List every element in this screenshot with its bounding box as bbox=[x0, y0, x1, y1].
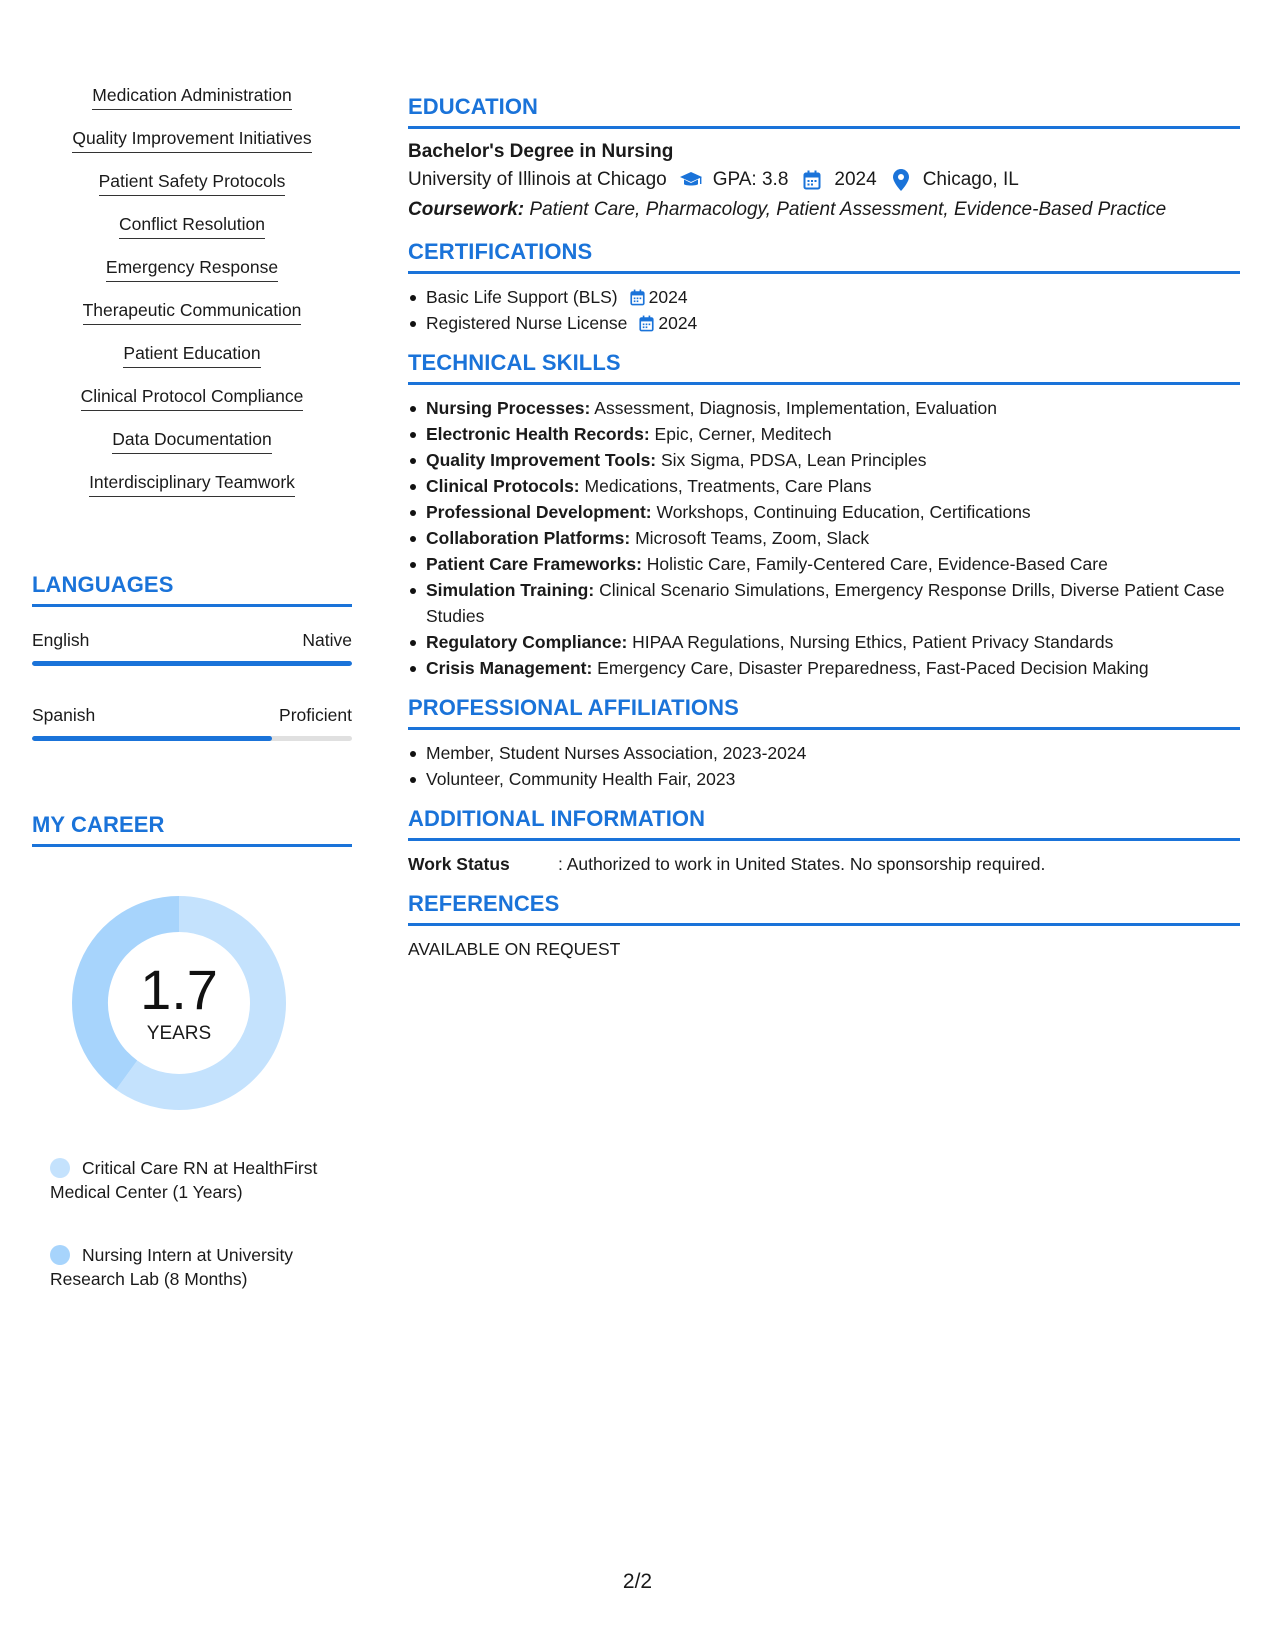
skill-item: Data Documentation bbox=[112, 428, 272, 454]
language-level: Native bbox=[302, 630, 352, 650]
tech-skill-item bbox=[408, 499, 1240, 525]
degree-title: Bachelor's Degree in Nursing bbox=[408, 141, 674, 162]
technical-skills-section bbox=[408, 350, 1240, 681]
tech-skill-item bbox=[408, 525, 1240, 551]
legend-label: Nursing Intern at University Research Lab (8 Months) bbox=[50, 1245, 294, 1289]
career-legend-item bbox=[50, 1243, 320, 1291]
certification-name: Registered Nurse License bbox=[426, 313, 628, 333]
tech-skill-value: Medications, Treatments, Care Plans bbox=[584, 476, 872, 496]
languages-heading: LANGUAGES bbox=[32, 572, 352, 607]
skill-item: Patient Safety Protocols bbox=[99, 170, 286, 196]
tech-skill-item bbox=[408, 447, 1240, 473]
language-name: Spanish bbox=[32, 705, 96, 725]
tech-skill-label: Regulatory Compliance: bbox=[426, 632, 628, 652]
affiliation-item: Volunteer, Community Health Fair, 2023 bbox=[408, 766, 1240, 792]
tech-skill-value: Six Sigma, PDSA, Lean Principles bbox=[661, 450, 927, 470]
tech-skill-value: Epic, Cerner, Meditech bbox=[654, 424, 832, 444]
technical-skills-heading: TECHNICAL SKILLS bbox=[408, 350, 1240, 385]
skill-item: Conflict Resolution bbox=[119, 213, 265, 239]
affiliations-heading: PROFESSIONAL AFFILIATIONS bbox=[408, 695, 1240, 730]
tech-skill-item bbox=[408, 577, 1240, 629]
tech-skill-item bbox=[408, 421, 1240, 447]
skill-item: Clinical Protocol Compliance bbox=[81, 385, 304, 411]
affiliations-section bbox=[408, 695, 1240, 792]
tech-skill-value: Emergency Care, Disaster Preparedness, Fast-Paced Decision Making bbox=[597, 658, 1149, 678]
skills-list bbox=[32, 84, 352, 497]
coursework-label: Coursework: bbox=[408, 199, 525, 220]
calendar-icon bbox=[800, 169, 824, 191]
career-donut-chart bbox=[66, 890, 292, 1116]
tech-skill-label: Clinical Protocols: bbox=[426, 476, 580, 496]
language-level: Proficient bbox=[279, 705, 352, 725]
tech-skill-value: Clinical Scenario Simulations, Emergency Response Drills, Diverse Patient Case Studies bbox=[426, 580, 1225, 626]
career-total-value: 1.7 bbox=[140, 958, 218, 1021]
tech-skill-label: Electronic Health Records: bbox=[426, 424, 650, 444]
tech-skill-label: Nursing Processes: bbox=[426, 398, 591, 418]
certification-year: 2024 bbox=[648, 287, 688, 307]
work-status-row bbox=[408, 851, 1240, 877]
language-proficiency-fill bbox=[32, 736, 272, 741]
tech-skill-label: Professional Development: bbox=[426, 502, 652, 522]
certification-item bbox=[408, 310, 1240, 336]
certification-item bbox=[408, 284, 1240, 310]
career-heading: MY CAREER bbox=[32, 812, 352, 847]
skill-item: Patient Education bbox=[123, 342, 260, 368]
gpa: GPA: 3.8 bbox=[712, 169, 789, 190]
tech-skill-value: Workshops, Continuing Education, Certifications bbox=[656, 502, 1031, 522]
tech-skill-label: Crisis Management: bbox=[426, 658, 593, 678]
skill-item: Therapeutic Communication bbox=[83, 299, 302, 325]
graduation-year: 2024 bbox=[834, 169, 877, 190]
additional-info-section bbox=[408, 806, 1240, 877]
career-total-unit: YEARS bbox=[146, 1023, 212, 1044]
calendar-icon bbox=[639, 315, 654, 332]
references-text: AVAILABLE ON REQUEST bbox=[408, 939, 621, 959]
work-status-label: Work Status bbox=[408, 854, 510, 874]
language-name: English bbox=[32, 630, 90, 650]
school-name: University of Illinois at Chicago bbox=[408, 169, 667, 190]
language-proficiency-bar bbox=[32, 736, 352, 741]
additional-info-heading: ADDITIONAL INFORMATION bbox=[408, 806, 1240, 841]
legend-dot bbox=[50, 1245, 70, 1265]
tech-skill-label: Patient Care Frameworks: bbox=[426, 554, 642, 574]
skill-item: Quality Improvement Initiatives bbox=[72, 127, 311, 153]
language-row bbox=[32, 704, 352, 741]
tech-skill-item bbox=[408, 395, 1240, 421]
references-section bbox=[408, 891, 1240, 962]
skill-item: Interdisciplinary Teamwork bbox=[89, 471, 295, 497]
language-proficiency-fill bbox=[32, 661, 352, 666]
skill-item: Emergency Response bbox=[106, 256, 278, 282]
education-section bbox=[408, 94, 1240, 225]
map-pin-icon bbox=[889, 169, 913, 191]
language-row bbox=[32, 629, 352, 666]
coursework-value: Patient Care, Pharmacology, Patient Assessment, Evidence-Based Practice bbox=[529, 199, 1167, 220]
tech-skill-value: HIPAA Regulations, Nursing Ethics, Patient Privacy Standards bbox=[632, 632, 1114, 652]
career-section bbox=[32, 812, 352, 847]
tech-skill-value: Holistic Care, Family-Centered Care, Evidence-Based Care bbox=[646, 554, 1108, 574]
language-proficiency-bar bbox=[32, 661, 352, 666]
certifications-section bbox=[408, 239, 1240, 336]
tech-skill-label: Collaboration Platforms: bbox=[426, 528, 631, 548]
graduation-cap-icon bbox=[679, 169, 703, 191]
calendar-icon bbox=[630, 289, 645, 306]
right-column bbox=[408, 94, 1240, 976]
legend-label: Critical Care RN at HealthFirst Medical Center (1 Years) bbox=[50, 1158, 318, 1202]
school-location: Chicago, IL bbox=[922, 169, 1019, 190]
left-column bbox=[32, 84, 352, 497]
coursework bbox=[408, 195, 1240, 225]
page-number: 2/2 bbox=[622, 1570, 653, 1593]
certifications-heading: CERTIFICATIONS bbox=[408, 239, 1240, 274]
references-heading: REFERENCES bbox=[408, 891, 1240, 926]
work-status-value: : Authorized to work in United States. No sponsorship required. bbox=[558, 854, 1046, 874]
tech-skill-item bbox=[408, 551, 1240, 577]
legend-dot bbox=[50, 1158, 70, 1178]
tech-skill-label: Simulation Training: bbox=[426, 580, 595, 600]
tech-skill-item bbox=[408, 473, 1240, 499]
tech-skill-value: Assessment, Diagnosis, Implementation, Evaluation bbox=[594, 398, 997, 418]
tech-skill-item bbox=[408, 655, 1240, 681]
tech-skill-item bbox=[408, 629, 1240, 655]
education-heading: EDUCATION bbox=[408, 94, 1240, 129]
languages-section bbox=[32, 572, 352, 741]
certification-name: Basic Life Support (BLS) bbox=[426, 287, 618, 307]
tech-skill-value: Microsoft Teams, Zoom, Slack bbox=[635, 528, 870, 548]
career-legend-item bbox=[50, 1156, 320, 1204]
affiliation-item: Member, Student Nurses Association, 2023-2024 bbox=[408, 740, 1240, 766]
tech-skill-label: Quality Improvement Tools: bbox=[426, 450, 657, 470]
skill-item: Medication Administration bbox=[92, 84, 291, 110]
certification-year: 2024 bbox=[658, 313, 698, 333]
education-meta bbox=[408, 165, 1240, 195]
